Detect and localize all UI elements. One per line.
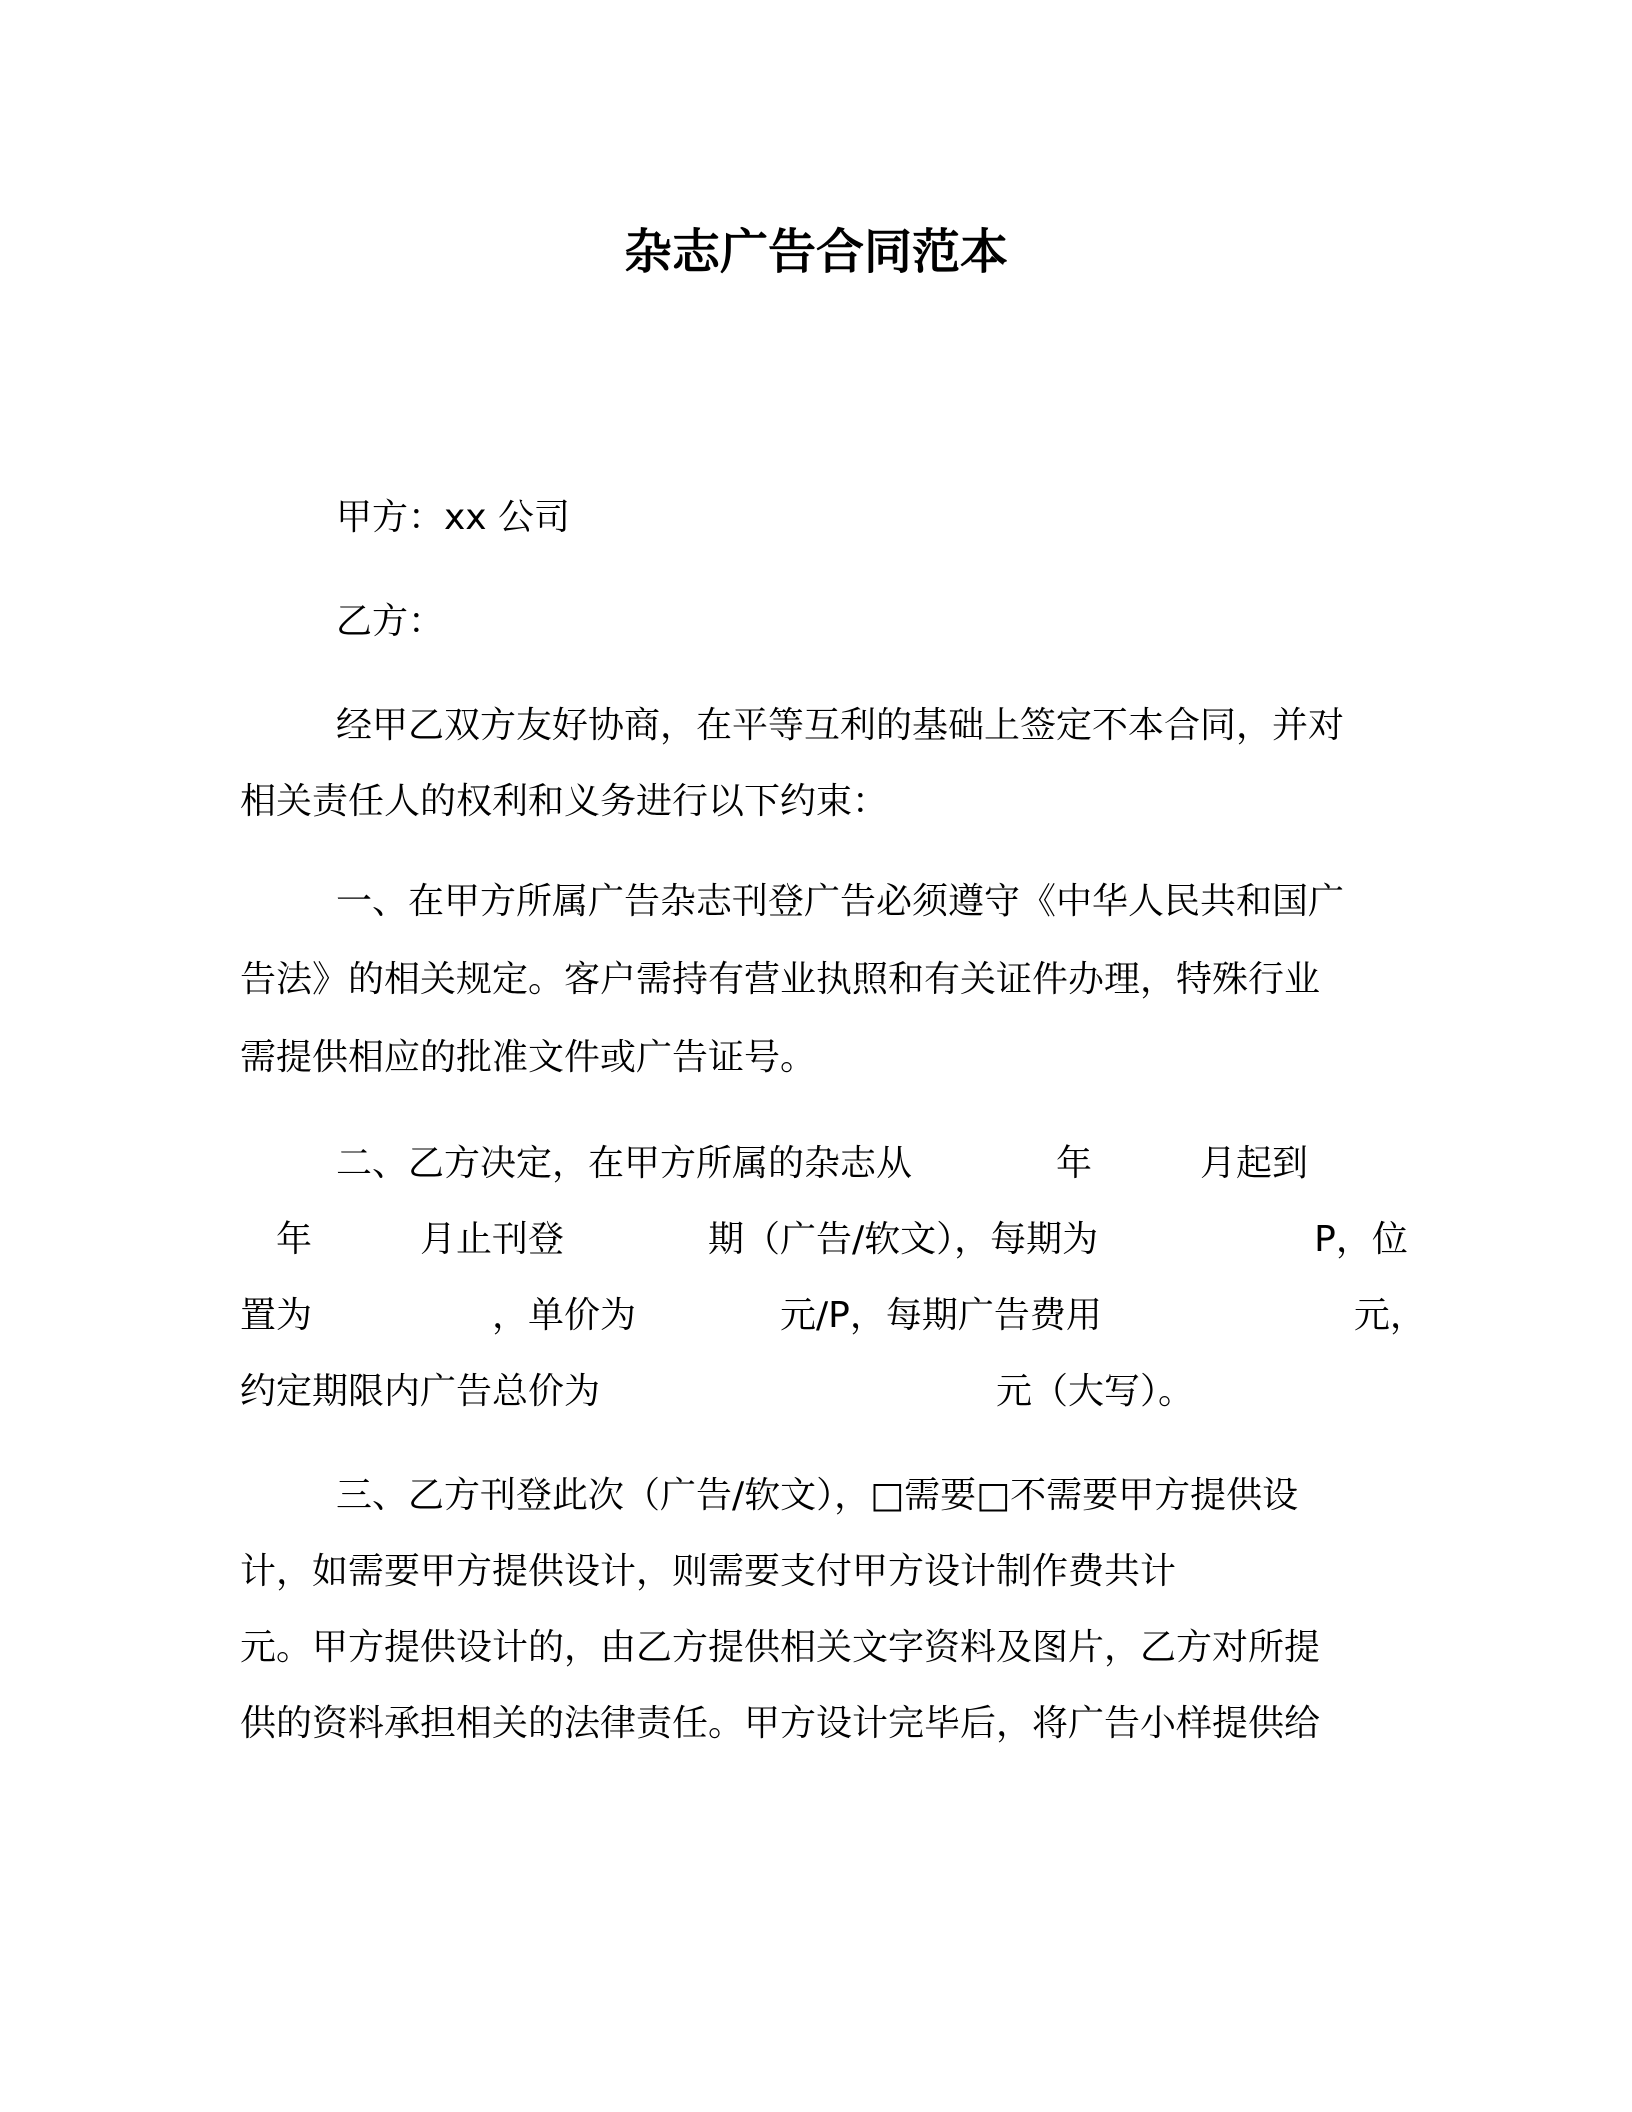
party-a-line: 甲方：xx 公司: [336, 497, 571, 538]
clause-1-line-3: 需提供相应的批准文件或广告证号。: [240, 1037, 817, 1078]
intro-line-1: 经甲乙双方友好协商，在平等互利的基础上签定不本合同，并对: [336, 705, 1345, 746]
clause-2-line-2: 年 月止刊登 期（广告/软文），每期为 P，位: [240, 1219, 1408, 1260]
clause-2-line-4: 约定期限内广告总价为 元（大写）。: [240, 1371, 1195, 1412]
clause-3-line-1: 三、乙方刊登此次（广告/软文），□需要□不需要甲方提供设: [336, 1475, 1299, 1516]
clause-2-line-3: 置为 ，单价为 元/P，每期广告费用 元，: [240, 1295, 1426, 1336]
clause-3-line-4: 供的资料承担相关的法律责任。甲方设计完毕后，将广告小样提供给: [240, 1703, 1321, 1744]
clause-1-line-1: 一、在甲方所属广告杂志刊登广告必须遵守《中华人民共和国广: [336, 881, 1345, 922]
clause-3-line-2: 计，如需要甲方提供设计，则需要支付甲方设计制作费共计: [240, 1551, 1177, 1592]
clause-2-line-1: 二、乙方决定，在甲方所属的杂志从 年 月起到: [336, 1143, 1309, 1184]
party-b-line: 乙方：: [336, 601, 445, 642]
intro-line-2: 相关责任人的权利和义务进行以下约束：: [240, 781, 889, 822]
document-title: 杂志广告合同范本: [623, 224, 1008, 280]
clause-1-line-2: 告法》的相关规定。客户需持有营业执照和有关证件办理，特殊行业: [240, 959, 1321, 1000]
clause-3-line-3: 元。甲方提供设计的，由乙方提供相关文字资料及图片，乙方对所提: [240, 1627, 1321, 1668]
